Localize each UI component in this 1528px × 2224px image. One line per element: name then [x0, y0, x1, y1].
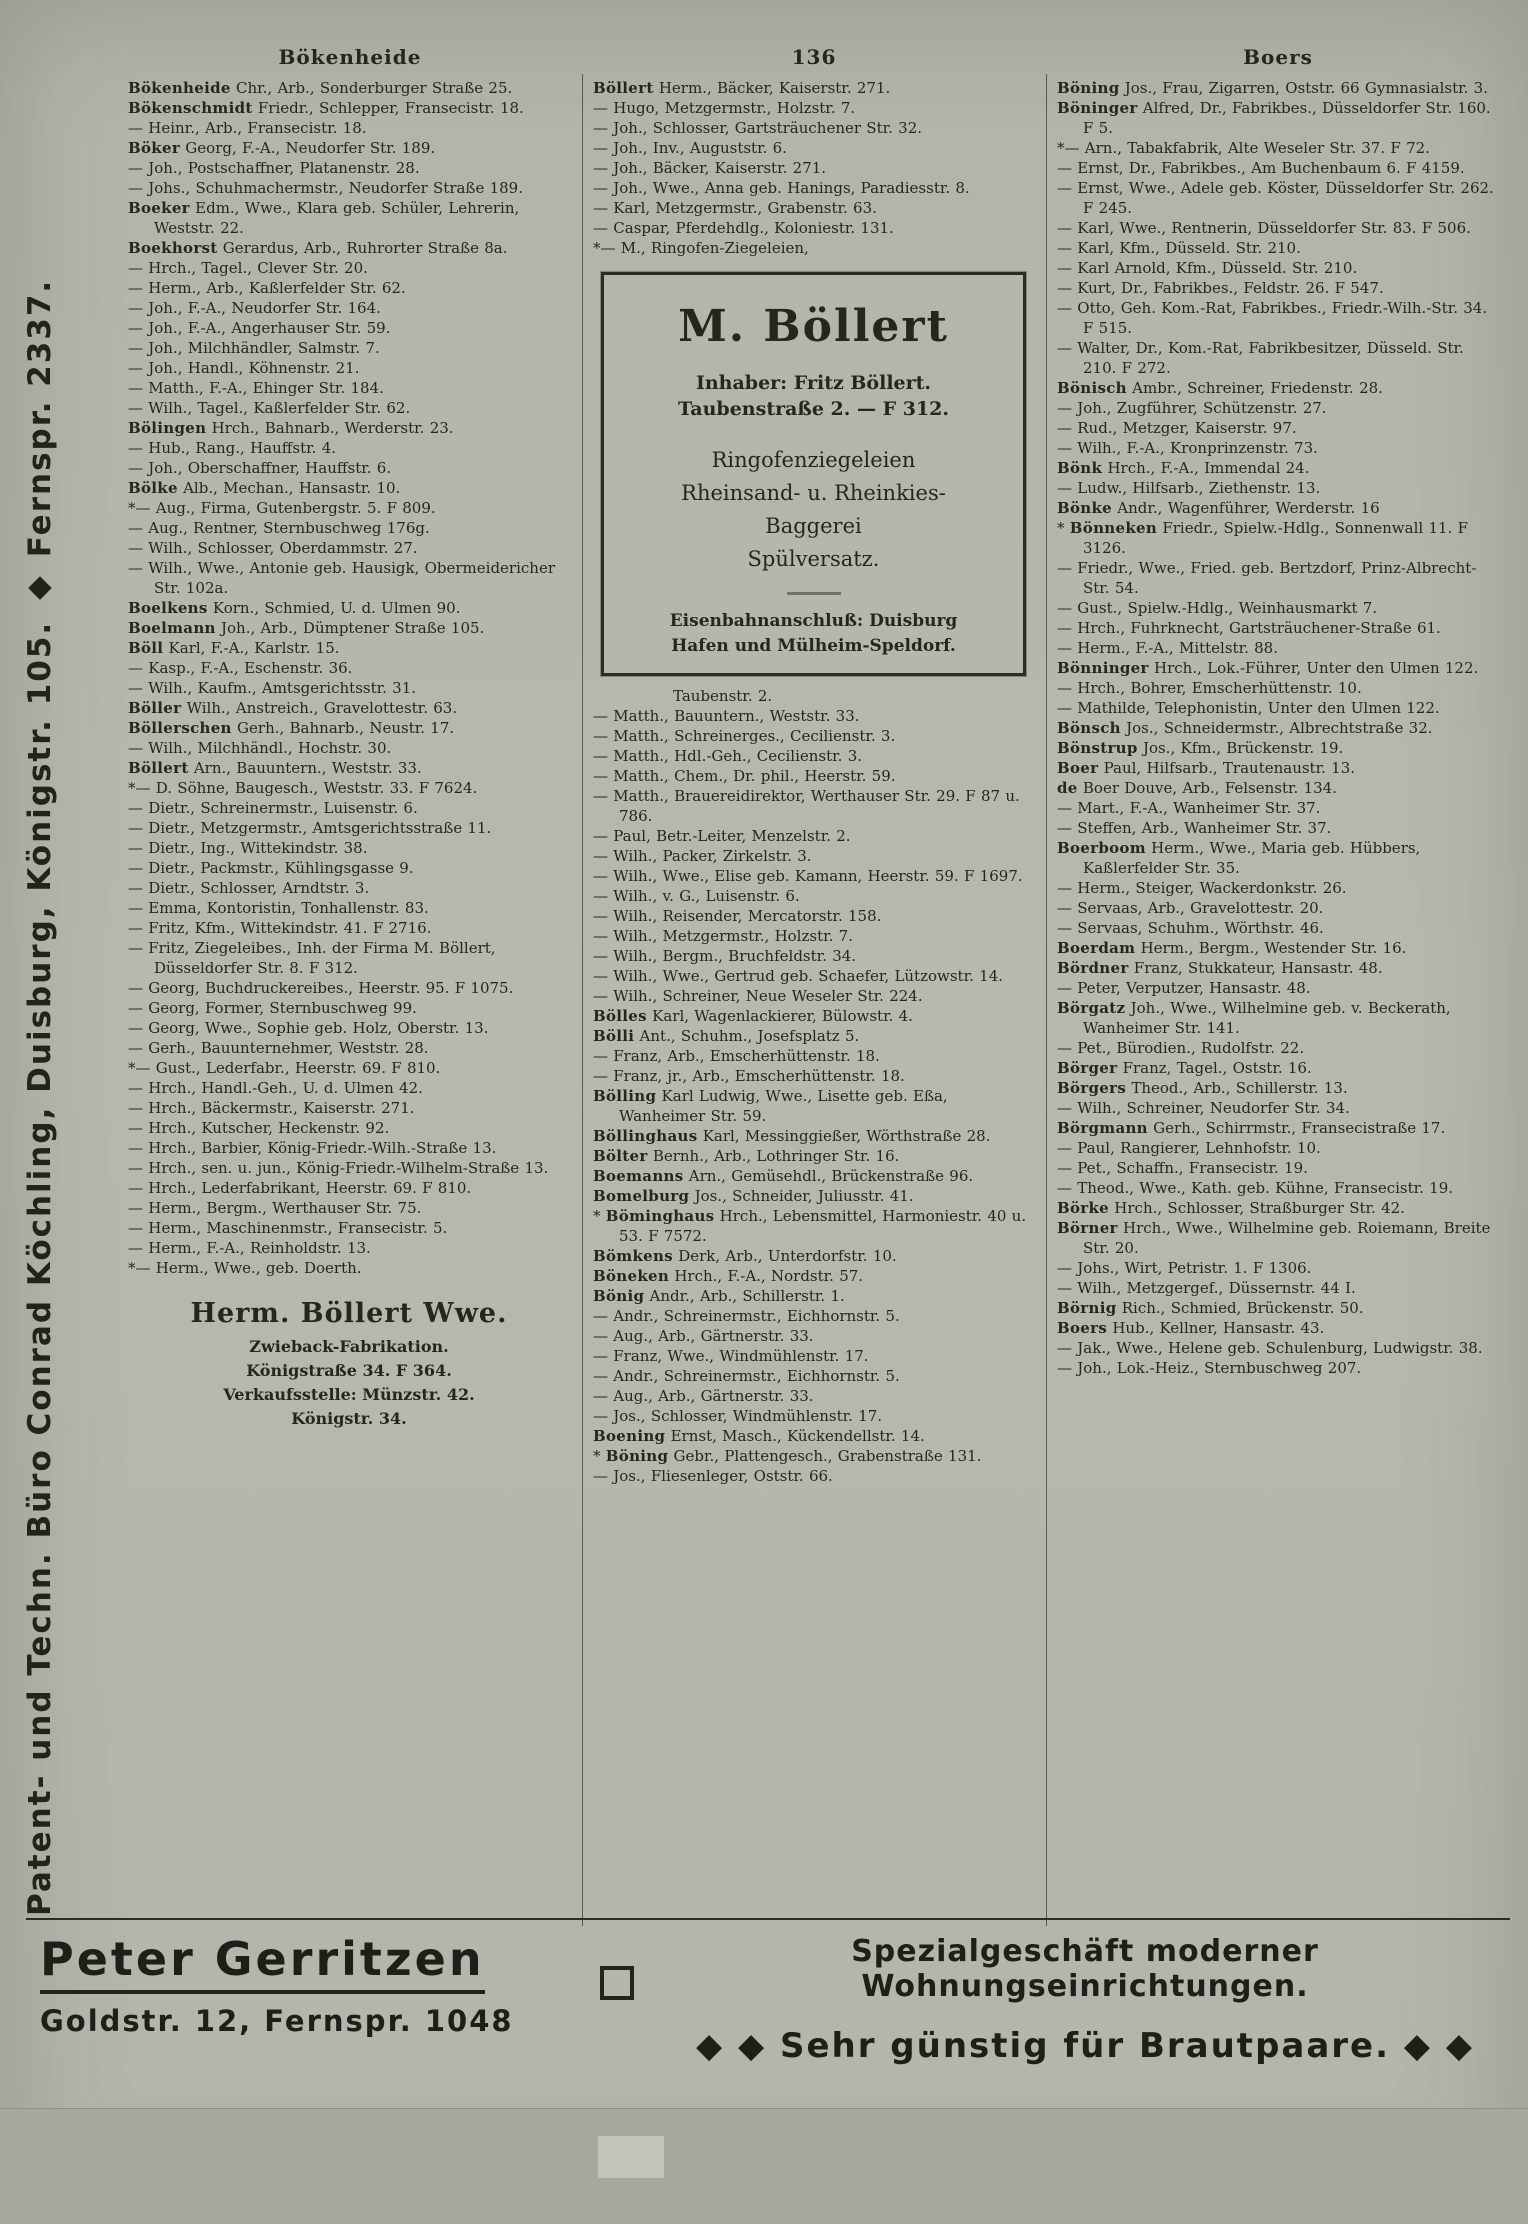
directory-entry: Böll Karl, F.-A., Karlstr. 15. — [128, 639, 340, 657]
directory-entry: — Wilh., Wwe., Antonie geb. Hausigk, Obermeidericher Str. 102a. — [128, 559, 555, 597]
directory-entry: Boeker Edm., Wwe., Klara geb. Schüler, Lehrerin, Weststr. 22. — [128, 199, 520, 237]
scan-edge-band — [0, 2108, 1528, 2224]
directory-entry: *— Aug., Firma, Gutenbergstr. 5. F 809. — [128, 499, 436, 517]
sidebar-vertical-ad — [22, 48, 110, 1916]
directory-entry: Bölter Bernh., Arb., Lothringer Str. 16. — [593, 1147, 900, 1165]
ad-title: Herm. Böllert Wwe. — [190, 1298, 508, 1329]
directory-entry: — Hrch., Kutscher, Heckenstr. 92. — [128, 1119, 390, 1137]
directory-entry: — Joh., Inv., Auguststr. 6. — [593, 139, 787, 157]
directory-entry: Bönig Andr., Arb., Schillerstr. 1. — [593, 1287, 845, 1305]
directory-entry: Bönstrup Jos., Kfm., Brückenstr. 19. — [1057, 739, 1344, 757]
directory-entry: *— D. Söhne, Baugesch., Weststr. 33. F 7624. — [128, 779, 478, 797]
directory-entry: — Aug., Rentner, Sternbuschweg 176g. — [128, 519, 430, 537]
directory-entry: — Joh., F.-A., Neudorfer Str. 164. — [128, 299, 381, 317]
directory-entry: — Dietr., Schlosser, Arndtstr. 3. — [128, 879, 370, 897]
directory-entry: — Wilh., Metzgermstr., Holzstr. 7. — [593, 927, 853, 945]
column-1 — [118, 74, 582, 1926]
directory-entry: Boers Hub., Kellner, Hansastr. 43. — [1057, 1319, 1325, 1337]
directory-entry: — Matth., F.-A., Ehinger Str. 184. — [128, 379, 384, 397]
ad-owner-line: Inhaber: Fritz Böllert. — [695, 372, 932, 394]
ad-line: Königstraße 34. F 364. — [246, 1361, 452, 1380]
directory-entry: — Johs., Schuhmachermstr., Neudorfer Straße 189. — [128, 179, 523, 197]
ad-line: Zwieback-Fabrikation. — [249, 1337, 449, 1356]
directory-entry: — Gerh., Bauunternehmer, Weststr. 28. — [128, 1039, 429, 1057]
directory-entry: Boening Ernst, Masch., Kückendellstr. 14. — [593, 1427, 925, 1445]
directory-entry: — Georg, Wwe., Sophie geb. Holz, Oberstr. 13. — [128, 1019, 489, 1037]
directory-entry: — Wilh., Milchhändl., Hochstr. 30. — [128, 739, 392, 757]
directory-entry: — Joh., Wwe., Anna geb. Hanings, Paradiesstr. 8. — [593, 179, 970, 197]
directory-entry: — Theod., Wwe., Kath. geb. Kühne, Fransecistr. 19. — [1057, 1179, 1454, 1197]
directory-entry: — Jos., Schlosser, Windmühlenstr. 17. — [593, 1407, 883, 1425]
directory-entry: — Franz, Arb., Emscherhüttenstr. 18. — [593, 1047, 880, 1065]
page-header — [118, 40, 1510, 74]
directory-entry: — Karl Arnold, Kfm., Düsseld. Str. 210. — [1057, 259, 1358, 277]
directory-entry: — Hrch., Lederfabrikant, Heerstr. 69. F 810. — [128, 1179, 472, 1197]
directory-entry: — Wilh., Packer, Zirkelstr. 3. — [593, 847, 812, 865]
column-2 — [582, 74, 1046, 1926]
directory-entry: Bölles Karl, Wagenlackierer, Bülowstr. 4. — [593, 1007, 913, 1025]
directory-entry: Boekhorst Gerardus, Arb., Ruhrorter Straße 8a. — [128, 239, 508, 257]
directory-entry: — Jos., Fliesenleger, Oststr. 66. — [593, 1467, 833, 1485]
directory-entry: — Rud., Metzger, Kaiserstr. 97. — [1057, 419, 1297, 437]
scan-artifact — [598, 2136, 664, 2178]
directory-entry: — Joh., Milchhändler, Salmstr. 7. — [128, 339, 380, 357]
directory-entry: *— Arn., Tabakfabrik, Alte Weseler Str. 37. F 72. — [1057, 139, 1430, 157]
directory-entry: Bönsch Jos., Schneidermstr., Albrechtstraße 32. — [1057, 719, 1433, 737]
directory-entry: — Ernst, Wwe., Adele geb. Köster, Düsseldorfer Str. 262. F 245. — [1057, 179, 1494, 217]
directory-entry: — Mathilde, Telephonistin, Unter den Ulmen 122. — [1057, 699, 1440, 717]
directory-entry: — Gust., Spielw.-Hdlg., Weinhausmarkt 7. — [1057, 599, 1378, 617]
directory-entry: — Herm., F.-A., Reinholdstr. 13. — [128, 1239, 371, 1257]
directory-entry: *— Gust., Lederfabr., Heerstr. 69. F 810. — [128, 1059, 441, 1077]
directory-entry: — Wilh., v. G., Luisenstr. 6. — [593, 887, 800, 905]
directory-entry: Börgers Theod., Arb., Schillerstr. 13. — [1057, 1079, 1348, 1097]
directory-entry: Böker Georg, F.-A., Neudorfer Str. 189. — [128, 139, 436, 157]
directory-entry: — Hrch., Bäckermstr., Kaiserstr. 271. — [128, 1099, 415, 1117]
ad-body-line: Rheinsand- u. Rheinkies- — [681, 481, 946, 505]
directory-entry: — Hrch., Tagel., Clever Str. 20. — [128, 259, 368, 277]
directory-entry: — Georg, Buchdruckereibes., Heerstr. 95. F 1075. — [128, 979, 514, 997]
directory-entry: Börgatz Joh., Wwe., Wilhelmine geb. v. Beckerath, Wanheimer Str. 141. — [1057, 999, 1451, 1037]
directory-entry: — Herm., Maschinenmstr., Fransecistr. 5. — [128, 1219, 448, 1237]
directory-entry: — Joh., Zugführer, Schützenstr. 27. — [1057, 399, 1327, 417]
directory-entry: Böning Jos., Frau, Zigarren, Oststr. 66 Gymnasialstr. 3. — [1057, 79, 1488, 97]
directory-entry: — Matth., Chem., Dr. phil., Heerstr. 59. — [593, 767, 896, 785]
ad-line: Königstr. 34. — [291, 1409, 407, 1428]
directory-entry: — Mart., F.-A., Wanheimer Str. 37. — [1057, 799, 1321, 817]
directory-entry: — Matth., Bauuntern., Weststr. 33. — [593, 707, 860, 725]
directory-entry: — Otto, Geh. Kom.-Rat, Fabrikbes., Friedr.-Wilh.-Str. 34. F 515. — [1057, 299, 1488, 337]
directory-entry: — Dietr., Schreinermstr., Luisenstr. 6. — [128, 799, 418, 817]
footer-ad-wohnungseinrichtungen — [660, 1932, 1510, 2066]
directory-entry: — Johs., Wirt, Petristr. 1. F 1306. — [1057, 1259, 1312, 1277]
square-ornament-icon — [600, 1966, 634, 2000]
entries-list — [128, 78, 570, 1278]
directory-entry: Bölke Alb., Mechan., Hansastr. 10. — [128, 479, 401, 497]
ad-footer-line: Eisenbahnanschluß: Duisburg — [669, 611, 958, 631]
directory-entry: Börgmann Gerh., Schirrmstr., Fransecistraße 17. — [1057, 1119, 1446, 1137]
footer-ads — [26, 1918, 1510, 2066]
directory-entry: — Fritz, Ziegeleibes., Inh. der Firma M. Böllert, Düsseldorfer Str. 8. F 312. — [128, 939, 496, 977]
directory-entry: — Herm., Steiger, Wackerdonkstr. 26. — [1057, 879, 1347, 897]
directory-entry: — Aug., Arb., Gärtnerstr. 33. — [593, 1327, 814, 1345]
directory-entry: — Wilh., Schreiner, Neudorfer Str. 34. — [1057, 1099, 1350, 1117]
directory-entry: — Steffen, Arb., Wanheimer Str. 37. — [1057, 819, 1332, 837]
directory-entry: — Hrch., Handl.-Geh., U. d. Ulmen 42. — [128, 1079, 423, 1097]
directory-entry: Bönke Andr., Wagenführer, Werderstr. 16 — [1057, 499, 1380, 517]
footer-ad-line-2: ◆ ◆ Sehr günstig für Brautpaare. ◆ ◆ — [695, 2026, 1474, 2066]
ad-footer-line: Hafen und Mülheim-Speldorf. — [671, 636, 956, 656]
directory-entry: Bönisch Ambr., Schreiner, Friedenstr. 28. — [1057, 379, 1383, 397]
ad-body-line: Ringofenziegeleien — [711, 448, 916, 472]
directory-entry: Böller Wilh., Anstreich., Gravelottestr. 63. — [128, 699, 458, 717]
directory-entry: Bönk Hrch., F.-A., Immendal 24. — [1057, 459, 1310, 477]
directory-entry: *— M., Ringofen-Ziegeleien, — [593, 239, 809, 257]
directory-entry: — Joh., Handl., Köhnenstr. 21. — [128, 359, 360, 377]
directory-entry: — Hrch., Fuhrknecht, Gartsträuchener-Straße 61. — [1057, 619, 1441, 637]
ad-body — [614, 444, 1013, 576]
directory-entry: — Emma, Kontoristin, Tonhallenstr. 83. — [128, 899, 429, 917]
directory-entry: — Friedr., Wwe., Fried. geb. Bertzdorf, Prinz-Albrecht-Str. 54. — [1057, 559, 1477, 597]
directory-entry: — Franz, Wwe., Windmühlenstr. 17. — [593, 1347, 869, 1365]
ad-body-line: Spülversatz. — [747, 547, 880, 571]
directory-entry: * Böning Gebr., Plattengesch., Grabenstraße 131. — [593, 1447, 982, 1465]
directory-entry: Boerboom Herm., Wwe., Maria geb. Hübbers, Kaßlerfelder Str. 35. — [1057, 839, 1421, 877]
directory-entry: — Franz, jr., Arb., Emscherhüttenstr. 18. — [593, 1067, 905, 1085]
directory-entry: Bönninger Hrch., Lok.-Führer, Unter den Ulmen 122. — [1057, 659, 1479, 677]
directory-entry: — Wilh., Schreiner, Neue Weseler Str. 224. — [593, 987, 923, 1005]
directory-entry: — Wilh., Kaufm., Amtsgerichtsstr. 31. — [128, 679, 417, 697]
directory-entry: — Karl, Metzgermstr., Grabenstr. 63. — [593, 199, 877, 217]
directory-entry: — Joh., Postschaffner, Platanenstr. 28. — [128, 159, 420, 177]
directory-entry: — Dietr., Metzgermstr., Amtsgerichtsstraße 11. — [128, 819, 492, 837]
directory-entry: — Pet., Schaffn., Fransecistr. 19. — [1057, 1159, 1308, 1177]
directory-entry: Börner Hrch., Wwe., Wilhelmine geb. Roiemann, Breite Str. 20. — [1057, 1219, 1491, 1257]
directory-entry: Bomelburg Jos., Schneider, Juliusstr. 41. — [593, 1187, 914, 1205]
directory-entry: Bökenheide Chr., Arb., Sonderburger Straße 25. — [128, 79, 513, 97]
directory-entry: Böllert Arn., Bauuntern., Weststr. 33. — [128, 759, 422, 777]
directory-entry: — Matth., Schreinerges., Cecilienstr. 3. — [593, 727, 896, 745]
directory-entry: — Heinr., Arb., Fransecistr. 18. — [128, 119, 367, 137]
directory-entry: — Ludw., Hilfsarb., Ziethenstr. 13. — [1057, 479, 1321, 497]
directory-entry: Böllinghaus Karl, Messinggießer, Wörthstraße 28. — [593, 1127, 991, 1145]
directory-entry: — Wilh., Metzgergef., Düssernstr. 44 I. — [1057, 1279, 1356, 1297]
directory-entry: — Paul, Betr.-Leiter, Menzelstr. 2. — [593, 827, 851, 845]
directory-entry: Boemanns Arn., Gemüsehdl., Brückenstraße 96. — [593, 1167, 974, 1185]
directory-entry: — Fritz, Kfm., Wittekindstr. 41. F 2716. — [128, 919, 432, 937]
directory-entry: — Hub., Rang., Hauffstr. 4. — [128, 439, 337, 457]
directory-entry: Boer Paul, Hilfsarb., Trautenaustr. 13. — [1057, 759, 1355, 777]
directory-entry: — Karl, Wwe., Rentnerin, Düsseldorfer Str. 83. F 506. — [1057, 219, 1471, 237]
page-content — [118, 40, 1510, 1926]
divider — [787, 592, 841, 595]
directory-entry: Börnig Rich., Schmied, Brückenstr. 50. — [1057, 1299, 1364, 1317]
entries-list — [593, 686, 1034, 1486]
directory-entry: — Wilh., Schlosser, Oberdammstr. 27. — [128, 539, 418, 557]
directory-entry: — Hugo, Metzgermstr., Holzstr. 7. — [593, 99, 856, 117]
directory-entry: — Joh., Lok.-Heiz., Sternbuschweg 207. — [1057, 1359, 1362, 1377]
directory-entry: — Herm., Arb., Kaßlerfelder Str. 62. — [128, 279, 406, 297]
directory-entry: — Herm., Bergm., Werthauser Str. 75. — [128, 1199, 422, 1217]
header-keyword-right: Boers — [1243, 45, 1313, 69]
directory-entry: — Joh., F.-A., Angerhauser Str. 59. — [128, 319, 391, 337]
header-keyword-left: Bökenheide — [278, 45, 422, 69]
ad-body-line: Baggerei — [765, 514, 862, 538]
directory-entry: — Jak., Wwe., Helene geb. Schulenburg, Ludwigstr. 38. — [1057, 1339, 1483, 1357]
ad-line: Verkaufsstelle: Münzstr. 42. — [223, 1385, 475, 1404]
footer-ad-gerritzen — [26, 1932, 600, 2038]
directory-entry: Bömkens Derk, Arb., Unterdorfstr. 10. — [593, 1247, 897, 1265]
directory-entry: de Boer Douve, Arb., Felsenstr. 134. — [1057, 779, 1337, 797]
directory-entry: — Hrch., Barbier, König-Friedr.-Wilh.-Straße 13. — [128, 1139, 497, 1157]
directory-entry: Bökenschmidt Friedr., Schlepper, Fransecistr. 18. — [128, 99, 524, 117]
directory-entry: — Pet., Bürodien., Rudolfstr. 22. — [1057, 1039, 1305, 1057]
directory-entry: — Matth., Hdl.-Geh., Cecilienstr. 3. — [593, 747, 863, 765]
directory-entry: — Dietr., Ing., Wittekindstr. 38. — [128, 839, 368, 857]
directory-entry: — Joh., Schlosser, Gartsträuchener Str. 32. — [593, 119, 923, 137]
directory-entry: — Andr., Schreinermstr., Eichhornstr. 5. — [593, 1367, 900, 1385]
directory-entry: Börke Hrch., Schlosser, Straßburger Str. 42. — [1057, 1199, 1405, 1217]
directory-entry: * Bönneken Friedr., Spielw.-Hdlg., Sonnenwall 11. F 3126. — [1057, 519, 1468, 557]
entries-list — [593, 78, 1034, 258]
directory-entry: — Ernst, Dr., Fabrikbes., Am Buchenbaum 6. F 4159. — [1057, 159, 1465, 177]
directory-entry: Bölingen Hrch., Bahnarb., Werderstr. 23. — [128, 419, 454, 437]
directory-entry: Boerdam Herm., Bergm., Westender Str. 16. — [1057, 939, 1407, 957]
directory-entry: Bölli Ant., Schuhm., Josefsplatz 5. — [593, 1027, 860, 1045]
page-number: 136 — [791, 45, 837, 69]
ad-herm-boellert-wwe — [128, 1292, 570, 1431]
directory-entry: Bördner Franz, Stukkateur, Hansastr. 48. — [1057, 959, 1383, 977]
footer-ad-name: Peter Gerritzen — [40, 1932, 485, 1994]
directory-entry: Bölling Karl Ludwig, Wwe., Lisette geb. Eßa, Wanheimer Str. 59. — [593, 1087, 948, 1125]
footer-ad-line-1: Spezialgeschäft moderner Wohnungseinrichtungen. — [851, 1934, 1319, 2004]
directory-entry: — Paul, Rangierer, Lehnhofstr. 10. — [1057, 1139, 1321, 1157]
directory-entry: — Caspar, Pferdehdlg., Koloniestr. 131. — [593, 219, 894, 237]
directory-entry: — Andr., Schreinermstr., Eichhornstr. 5. — [593, 1307, 900, 1325]
directory-entry: *— Herm., Wwe., geb. Doerth. — [128, 1259, 362, 1277]
ad-title: M. Böllert — [678, 301, 949, 352]
directory-entry: — Dietr., Packmstr., Kühlingsgasse 9. — [128, 859, 414, 877]
directory-entry: — Matth., Brauereidirektor, Werthauser Str. 29. F 87 u. 786. — [593, 787, 1020, 825]
directory-entry: — Wilh., Reisender, Mercatorstr. 158. — [593, 907, 882, 925]
directory-entry: — Wilh., F.-A., Kronprinzenstr. 73. — [1057, 439, 1318, 457]
directory-entry: — Servaas, Arb., Gravelottestr. 20. — [1057, 899, 1324, 917]
footer-ad-address: Goldstr. 12, Fernspr. 1048 — [40, 2004, 514, 2038]
directory-entry: Börger Franz, Tagel., Oststr. 16. — [1057, 1059, 1312, 1077]
directory-entry: — Kurt, Dr., Fabrikbes., Feldstr. 26. F 547. — [1057, 279, 1384, 297]
directory-entry: Boelmann Joh., Arb., Dümptener Straße 105. — [128, 619, 485, 637]
ad-footer — [614, 609, 1013, 659]
directory-entry: — Hrch., Bohrer, Emscherhüttenstr. 10. — [1057, 679, 1362, 697]
directory-columns — [118, 74, 1510, 1926]
directory-entry: Taubenstr. 2. — [673, 687, 773, 705]
directory-entry: — Wilh., Bergm., Bruchfeldstr. 34. — [593, 947, 857, 965]
directory-entry: Böninger Alfred, Dr., Fabrikbes., Düsseldorfer Str. 160. F 5. — [1057, 99, 1491, 137]
directory-entry: — Joh., Oberschaffner, Hauffstr. 6. — [128, 459, 392, 477]
directory-entry: — Servaas, Schuhm., Wörthstr. 46. — [1057, 919, 1324, 937]
directory-entry: — Herm., F.-A., Mittelstr. 88. — [1057, 639, 1278, 657]
directory-entry: Böllerschen Gerh., Bahnarb., Neustr. 17. — [128, 719, 455, 737]
directory-entry: — Kasp., F.-A., Eschenstr. 36. — [128, 659, 353, 677]
directory-entry: — Karl, Kfm., Düsseld. Str. 210. — [1057, 239, 1301, 257]
directory-entry: * Böminghaus Hrch., Lebensmittel, Harmoniestr. 40 u. 53. F 7572. — [593, 1207, 1027, 1245]
directory-entry: — Wilh., Wwe., Elise geb. Kamann, Heerstr. 59. F 1697. — [593, 867, 1023, 885]
directory-entry: — Hrch., sen. u. jun., König-Friedr.-Wilhelm-Straße 13. — [128, 1159, 549, 1177]
directory-entry: — Peter, Verputzer, Hansastr. 48. — [1057, 979, 1311, 997]
column-3 — [1046, 74, 1510, 1926]
ad-m-boellert-box — [601, 272, 1026, 676]
directory-entry: Böllert Herm., Bäcker, Kaiserstr. 271. — [593, 79, 891, 97]
directory-entry: — Wilh., Wwe., Gertrud geb. Schaefer, Lützowstr. 14. — [593, 967, 1004, 985]
directory-entry: Boelkens Korn., Schmied, U. d. Ulmen 90. — [128, 599, 461, 617]
directory-entry: Böneken Hrch., F.-A., Nordstr. 57. — [593, 1267, 864, 1285]
ad-address-line: Taubenstraße 2. — F 312. — [677, 398, 949, 420]
directory-entry: — Joh., Bäcker, Kaiserstr. 271. — [593, 159, 827, 177]
directory-entry: — Georg, Former, Sternbuschweg 99. — [128, 999, 417, 1017]
sidebar-ad-text: Patent- und Techn. Büro Conrad Köchling, Duisburg, Königstr. 105. ◆ Fernspr. 2337. — [22, 278, 58, 1916]
entries-list — [1057, 78, 1498, 1378]
directory-entry: — Walter, Dr., Kom.-Rat, Fabrikbesitzer, Düsseld. Str. 210. F 272. — [1057, 339, 1464, 377]
directory-entry: — Aug., Arb., Gärtnerstr. 33. — [593, 1387, 814, 1405]
directory-entry: — Wilh., Tagel., Kaßlerfelder Str. 62. — [128, 399, 411, 417]
